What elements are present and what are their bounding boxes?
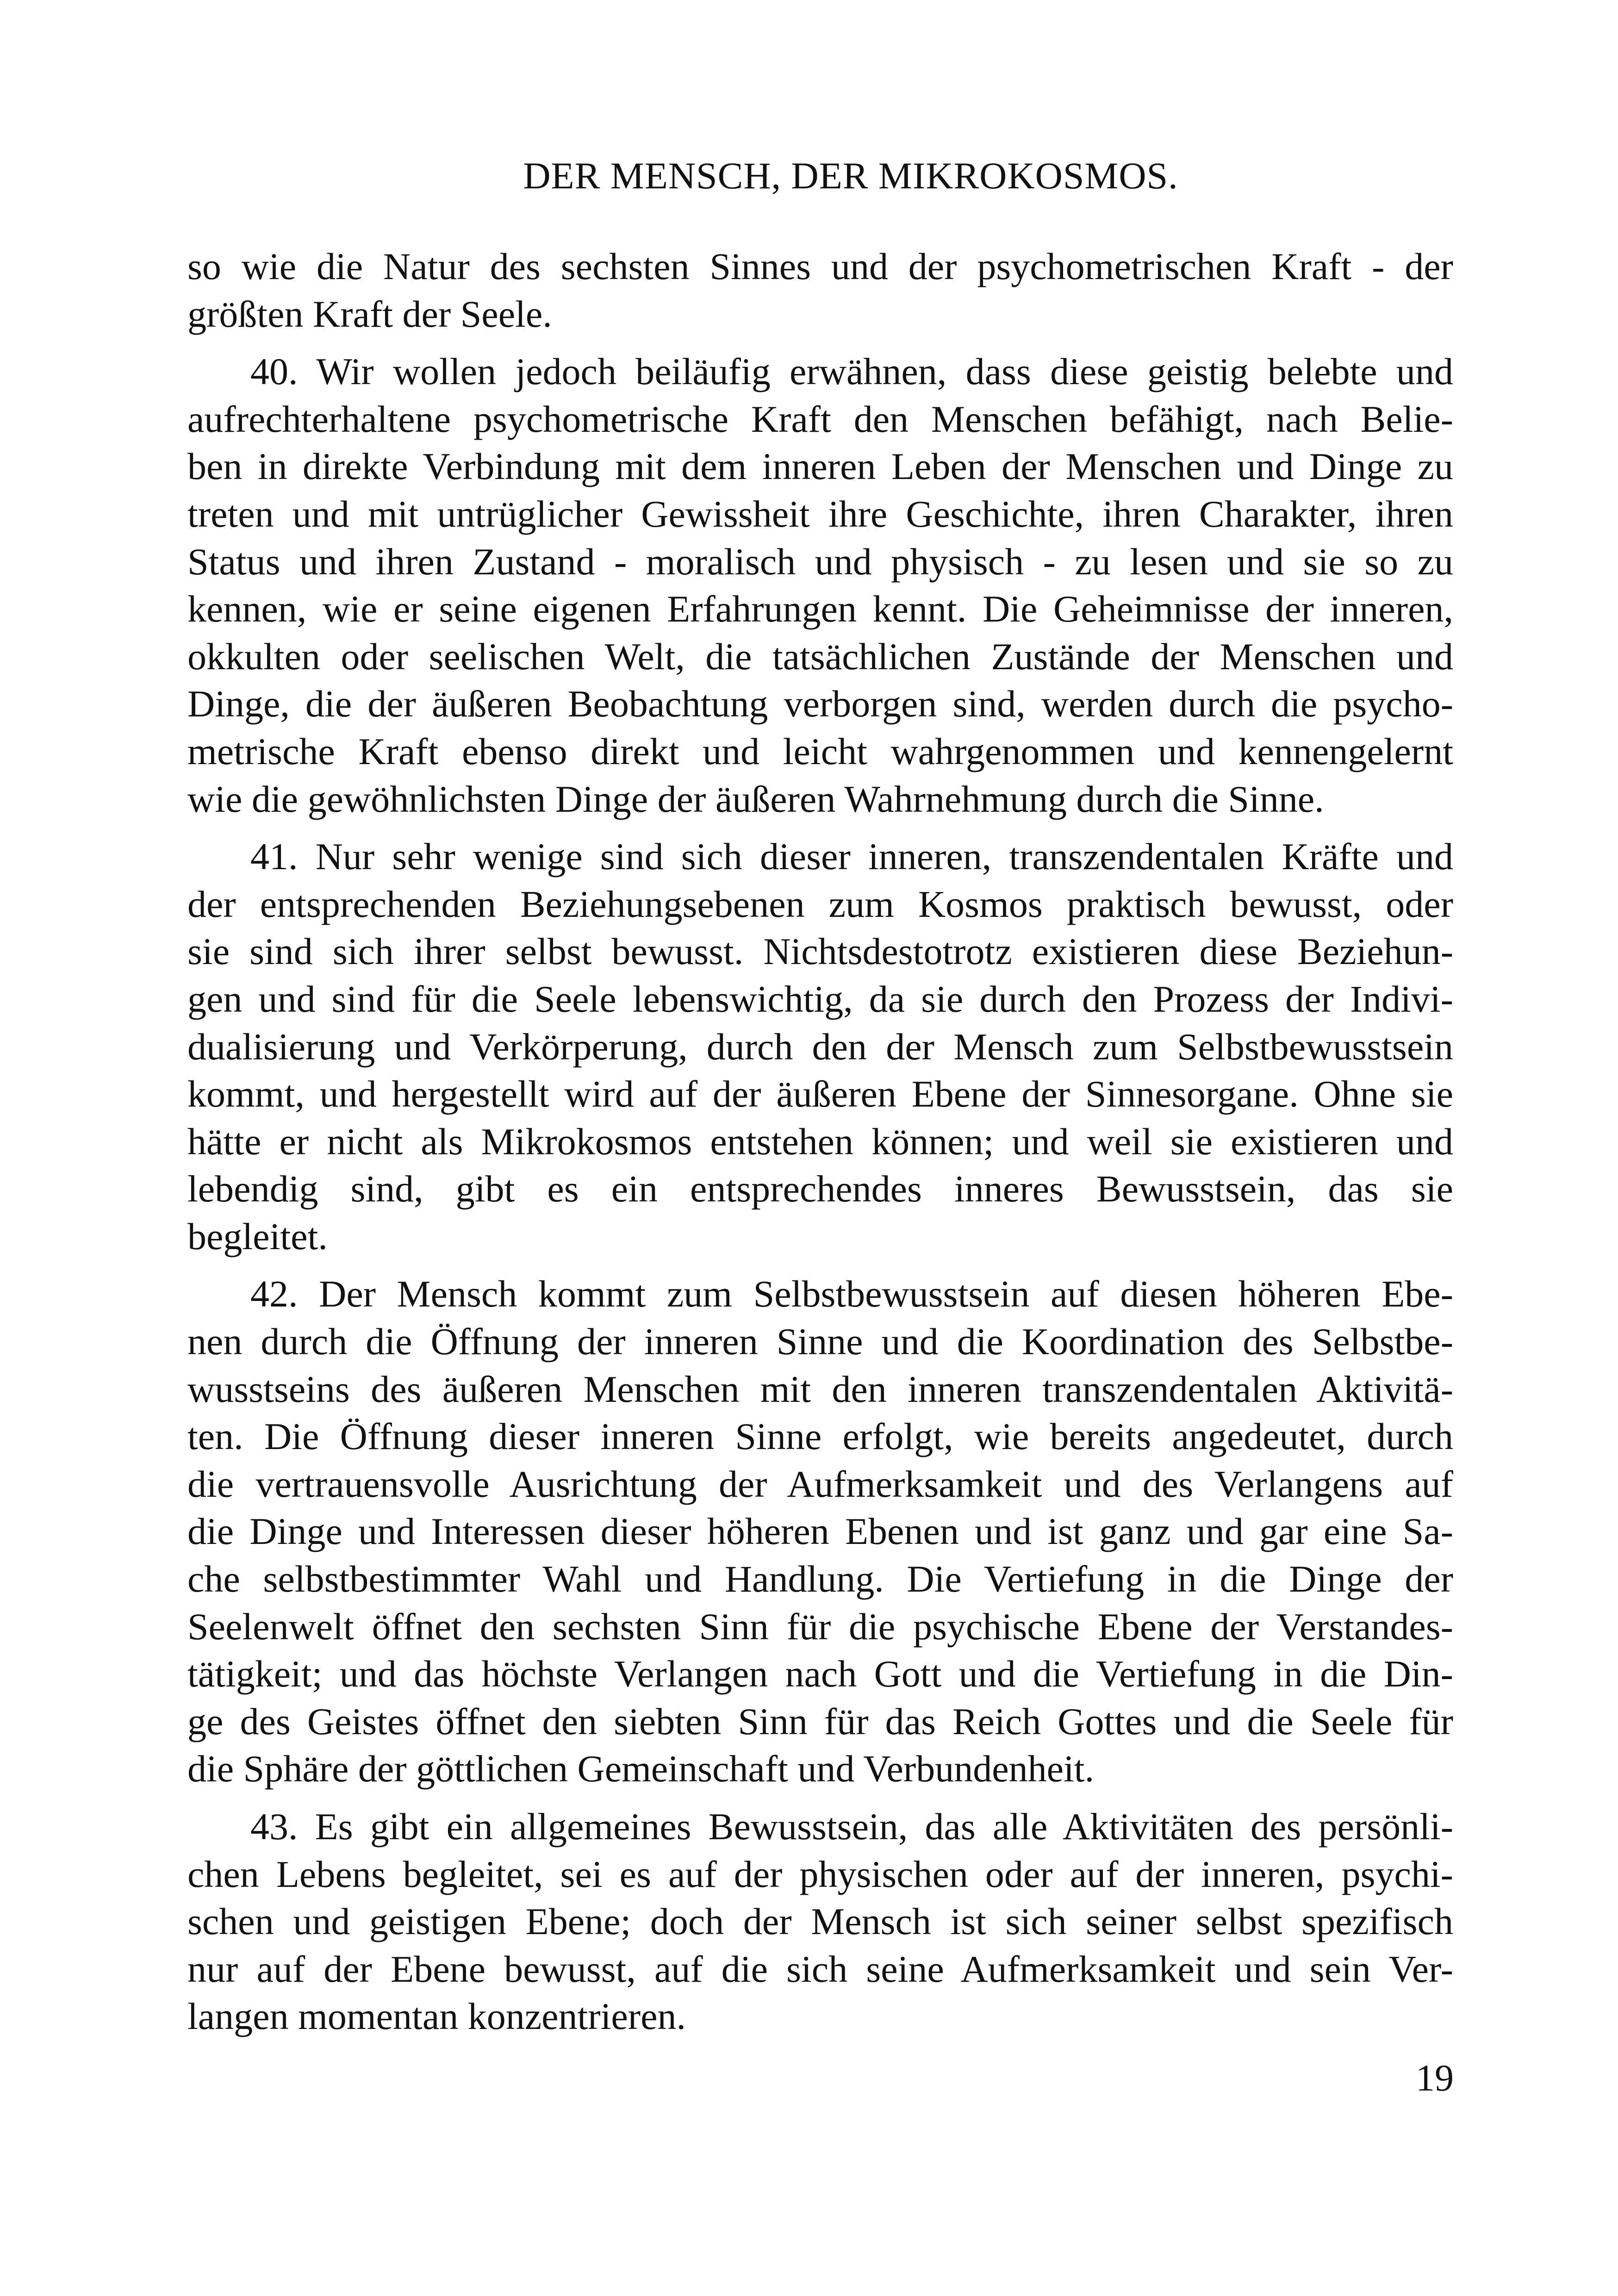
text-line: aufrechterhaltene psychometrische Kraft den Menschen befähigt, nach Belie- (187, 398, 1453, 440)
text-line: Dinge, die der äußeren Beobachtung verborgen sind, werden durch die psycho- (187, 683, 1453, 725)
text-line: dualisierung und Verkörperung, durch den der Mensch zum Selbstbewusstsein (187, 1025, 1453, 1068)
text-line: che selbstbestimmter Wahl und Handlung. Die Vertiefung in die Dinge der (187, 1558, 1453, 1600)
text-line: die vertrauensvolle Ausrichtung der Aufmerksamkeit und des Verlangens auf (187, 1462, 1453, 1505)
text-line: wusstseins des äußeren Menschen mit den inneren transzendentalen Aktivitä- (187, 1368, 1453, 1410)
paragraph (187, 243, 1453, 338)
text-line: 43. Es gibt ein allgemeines Bewusstsein, das alle Aktivitäten des persönli- (250, 1805, 1453, 1848)
text-line: 40. Wir wollen jedoch beiläufig erwähnen, dass diese geistig belebte und (250, 350, 1453, 393)
text-line: größten Kraft der Seele. (187, 292, 552, 335)
text-line: ten. Die Öffnung dieser inneren Sinne erfolgt, wie bereits angedeutet, durch (187, 1415, 1453, 1458)
text-line: ben in direkte Verbindung mit dem inneren Leben der Menschen und Dinge zu (187, 445, 1453, 488)
text-line: schen und geistigen Ebene; doch der Mensch ist sich seiner selbst spezifisch (187, 1900, 1453, 1943)
text-line: gen und sind für die Seele lebenswichtig, da sie durch den Prozess der Indivi- (187, 977, 1453, 1020)
paragraph (187, 833, 1453, 1260)
text-line: okkulten oder seelischen Welt, die tatsächlichen Zustände der Menschen und (187, 635, 1453, 678)
text-line: so wie die Natur des sechsten Sinnes und der psychometrischen Kraft - der (187, 245, 1453, 287)
paragraph (187, 1270, 1453, 1793)
text-line: lebendig sind, gibt es ein entsprechendes inneres Bewusstsein, das sie (187, 1168, 1453, 1210)
text-line: Seelenwelt öffnet den sechsten Sinn für die psychische Ebene der Verstandes- (187, 1605, 1453, 1648)
text-line: der entsprechenden Beziehungsebenen zum Kosmos praktisch bewusst, oder (187, 883, 1453, 925)
text-line: ge des Geistes öffnet den siebten Sinn für das Reich Gottes und die Seele für (187, 1700, 1453, 1742)
paragraph (187, 1803, 1453, 2041)
text-line: sie sind sich ihrer selbst bewusst. Nichtsdestotrotz existieren diese Beziehun- (187, 930, 1453, 973)
text-line: 41. Nur sehr wenige sind sich dieser inneren, transzendentalen Kräfte und (250, 835, 1453, 878)
text-line: begleitet. (187, 1215, 328, 1257)
text-line: hätte er nicht als Mikrokosmos entstehen können; und weil sie existieren und (187, 1120, 1453, 1163)
page-number: 19 (1416, 2057, 1454, 2099)
text-line: kennen, wie er seine eigenen Erfahrungen kennt. Die Geheimnisse der inneren, (187, 588, 1453, 630)
text-line: 42. Der Mensch kommt zum Selbstbewusstsein auf diesen höheren Ebe- (250, 1273, 1453, 1315)
body-text (187, 243, 1453, 2041)
text-line: kommt, und hergestellt wird auf der äußeren Ebene der Sinnesorgane. Ohne sie (187, 1073, 1453, 1115)
text-line: wie die gewöhnlichsten Dinge der äußeren Wahrnehmung durch die Sinne. (187, 778, 1324, 820)
text-line: chen Lebens begleitet, sei es auf der physischen oder auf der inneren, psychi- (187, 1853, 1453, 1895)
running-header: DER MENSCH, DER MIKROKOSMOS. (523, 155, 1178, 197)
text-line: nur auf der Ebene bewusst, auf die sich seine Aufmerksamkeit und sein Ver- (187, 1948, 1453, 1990)
text-line: die Sphäre der göttlichen Gemeinschaft und Verbundenheit. (187, 1748, 1095, 1790)
text-line: metrische Kraft ebenso direkt und leicht wahrgenommen und kennengelernt (187, 730, 1453, 772)
text-line: tätigkeit; und das höchste Verlangen nach Gott und die Vertiefung in die Din- (187, 1653, 1453, 1695)
text-line: Status und ihren Zustand - moralisch und physisch - zu lesen und sie so zu (187, 540, 1453, 583)
text-line: langen momentan konzentrieren. (187, 1995, 686, 2038)
text-line: nen durch die Öffnung der inneren Sinne und die Koordination des Selbstbe- (187, 1320, 1453, 1363)
text-line: treten und mit untrüglicher Gewissheit ihre Geschichte, ihren Charakter, ihren (187, 492, 1453, 535)
text-line: die Dinge und Interessen dieser höheren Ebenen und ist ganz und gar eine Sa- (187, 1510, 1453, 1553)
paragraph (187, 348, 1453, 823)
